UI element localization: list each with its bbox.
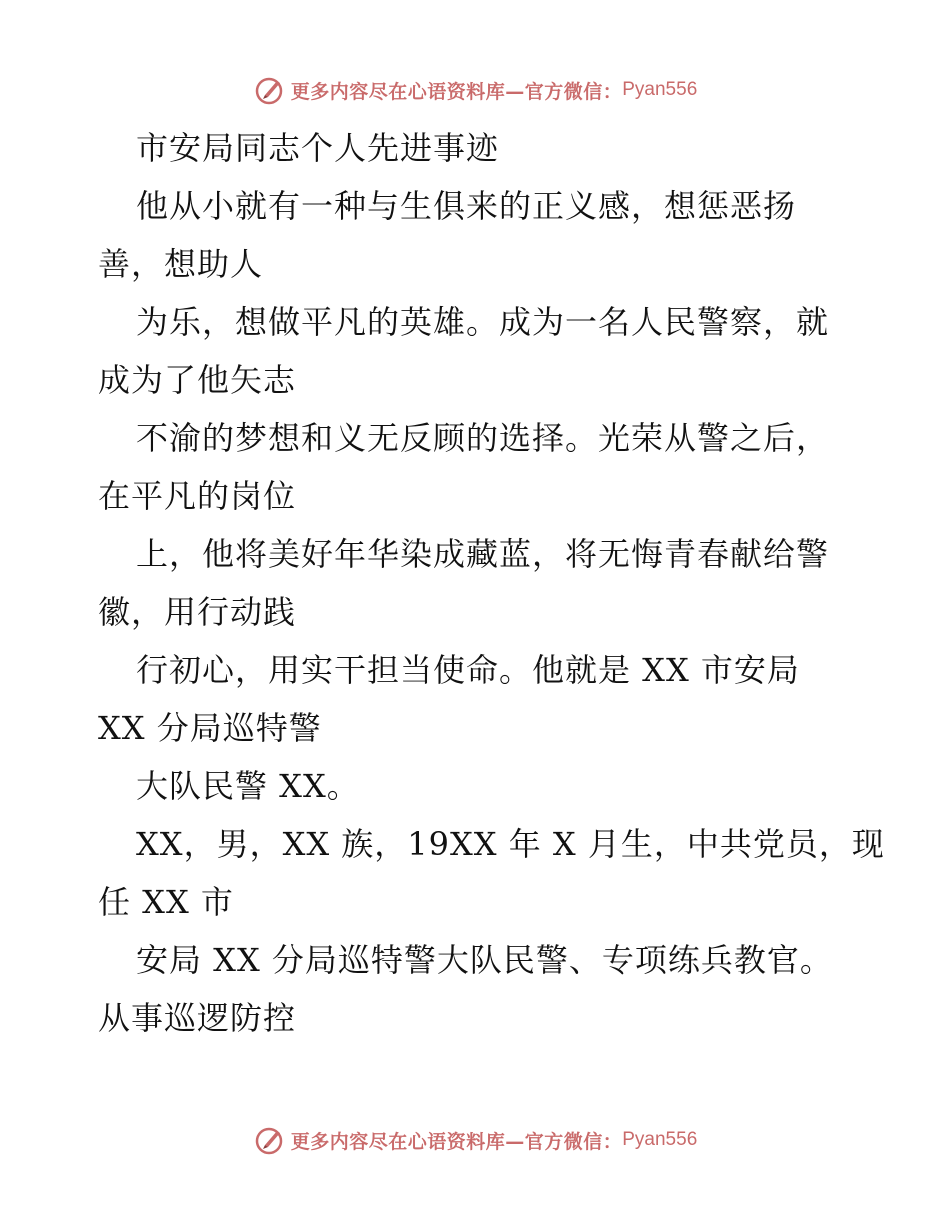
document-line: 上，他将美好年华染成藏蓝，将无悔青春献给警 (136, 535, 830, 573)
quill-pen-circle-icon (253, 1123, 287, 1157)
footer-brand-id: Pyan556 (622, 1129, 698, 1150)
document-line: 为乐，想做平凡的英雄。成为一名人民警察，就 (136, 303, 830, 341)
document-line: 任 XX 市 (98, 883, 234, 921)
footer-brand-text: 更多内容尽在心语资料库—官方微信： (290, 1130, 623, 1153)
document-line: 安局 XX 分局巡特警大队民警、专项练兵教官。 (136, 941, 833, 979)
document-line: 他从小就有一种与生俱来的正义感，想惩恶扬 (136, 187, 797, 225)
document-line: XX 分局巡特警 (98, 709, 322, 747)
document-title: 市安局同志个人先进事迹 (136, 129, 500, 167)
document-line: 成为了他矢志 (98, 361, 297, 399)
document-line: 不渝的梦想和义无反顾的选择。光荣从警之后， (136, 419, 830, 457)
document-line: 徽，用行动践 (98, 593, 297, 631)
document-line: 大队民警 XX。 (136, 767, 360, 805)
document-line: 行初心，用实干担当使命。他就是 XX 市安局 (136, 651, 800, 689)
document-line: 从事巡逻防控 (98, 999, 297, 1037)
document-line: 善，想助人 (98, 245, 264, 283)
document-line: 在平凡的岗位 (98, 477, 297, 515)
header-brand-text: 更多内容尽在心语资料库—官方微信： (290, 80, 623, 103)
footer-watermark (0, 1120, 950, 1160)
header-brand-id: Pyan556 (622, 79, 698, 100)
document-line: XX，男，XX 族，19XX 年 X 月生，中共党员，现 (136, 825, 885, 863)
